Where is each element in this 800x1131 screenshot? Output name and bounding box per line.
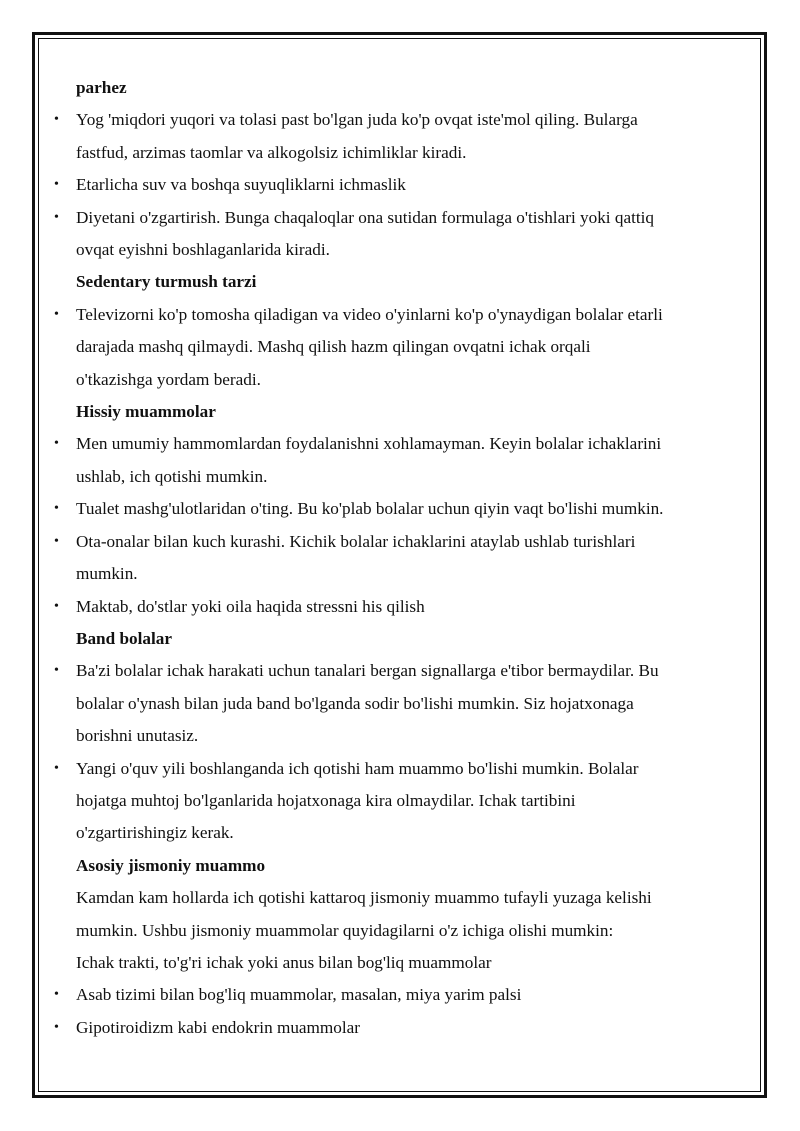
line-text: Tualet mashg'ulotlaridan o'ting. Bu ko'plab bolalar uchun qiyin vaqt bo'lishi mumkin. xyxy=(76,499,664,519)
line-text: o'tkazishga yordam beradi. xyxy=(76,369,261,389)
line-text: Sedentary turmush tarzi xyxy=(76,272,257,292)
bullet-item-line xyxy=(54,428,726,460)
bullet-icon: • xyxy=(54,533,59,549)
text-line xyxy=(76,720,726,752)
bullet-icon: • xyxy=(54,598,59,614)
bullet-item-line xyxy=(54,202,726,234)
section-heading xyxy=(76,396,726,428)
line-text: Etarlicha suv va boshqa suyuqliklarni ichmaslik xyxy=(76,175,406,195)
bullet-icon: • xyxy=(54,177,59,193)
line-text: fastfud, arzimas taomlar va alkogolsiz ichimliklar kiradi. xyxy=(76,142,467,162)
text-line xyxy=(76,137,726,169)
bullet-icon: • xyxy=(54,501,59,517)
line-text: bolalar o'ynash bilan juda band bo'lganda sodir bo'lishi mumkin. Siz hojatxonaga xyxy=(76,693,634,713)
line-text: Band bolalar xyxy=(76,628,172,648)
line-text: Televizorni ko'p tomosha qiladigan va video o'yinlarni ko'p o'ynaydigan bolalar etarli xyxy=(76,304,663,324)
section-heading xyxy=(76,72,726,104)
text-line xyxy=(76,331,726,363)
text-line xyxy=(76,558,726,590)
text-line xyxy=(76,817,726,849)
bullet-item-line xyxy=(54,979,726,1011)
line-text: mumkin. Ushbu jismoniy muammolar quyidagilarni o'z ichiga olishi mumkin: xyxy=(76,920,614,940)
line-text: o'zgartirishingiz kerak. xyxy=(76,823,234,843)
bullet-item-line xyxy=(54,655,726,687)
section-heading xyxy=(76,850,726,882)
line-text: ushlab, ich qotishi mumkin. xyxy=(76,466,268,486)
line-text: borishni unutasiz. xyxy=(76,726,199,746)
bullet-item-line xyxy=(54,526,726,558)
line-text: Men umumiy hammomlardan foydalanishni xohlamayman. Keyin bolalar ichaklarini xyxy=(76,434,662,454)
line-text: Asab tizimi bilan bog'liq muammolar, masalan, miya yarim palsi xyxy=(76,985,522,1005)
bullet-item-line xyxy=(54,1012,726,1044)
line-text: Asosiy jismoniy muammo xyxy=(76,855,266,875)
bullet-icon: • xyxy=(54,306,59,322)
text-line xyxy=(76,364,726,396)
text-line xyxy=(76,915,726,947)
line-text: parhez xyxy=(76,78,127,97)
line-text: Ichak trakti, to'g'ri ichak yoki anus bilan bog'liq muammolar xyxy=(76,952,492,972)
text-line xyxy=(76,947,726,979)
line-text: hojatga muhtoj bo'lganlarida hojatxonaga kira olmaydilar. Ichak tartibini xyxy=(76,790,576,810)
bullet-icon: • xyxy=(54,436,59,452)
line-text: darajada mashq qilmaydi. Mashq qilish hazm qilingan ovqatni ichak orqali xyxy=(76,337,591,357)
section-heading xyxy=(76,623,726,655)
bullet-item-line xyxy=(54,299,726,331)
bullet-icon: • xyxy=(54,760,59,776)
bullet-icon: • xyxy=(54,112,59,128)
bullet-icon: • xyxy=(54,209,59,225)
bullet-item-line xyxy=(54,493,726,525)
text-line xyxy=(76,882,726,914)
text-line xyxy=(76,234,726,266)
line-text: Kamdan kam hollarda ich qotishi kattaroq jismoniy muammo tufayli yuzaga kelishi xyxy=(76,888,652,908)
line-text: Gipotiroidizm kabi endokrin muammolar xyxy=(76,1017,361,1037)
bullet-icon: • xyxy=(54,987,59,1003)
line-text: Maktab, do'stlar yoki oila haqida stressni his qilish xyxy=(76,596,425,616)
document-body xyxy=(54,72,726,1044)
bullet-item-line xyxy=(54,169,726,201)
bullet-item-line xyxy=(54,104,726,136)
line-text: Yog 'miqdori yuqori va tolasi past bo'lgan juda ko'p ovqat iste'mol qiling. Bularga xyxy=(76,110,638,130)
bullet-icon: • xyxy=(54,663,59,679)
line-text: Diyetani o'zgartirish. Bunga chaqaloqlar ona sutidan formulaga o'tishlari yoki qattiq xyxy=(76,207,655,227)
line-text: Ota-onalar bilan kuch kurashi. Kichik bolalar ichaklarini ataylab ushlab turishlari xyxy=(76,531,636,551)
text-line xyxy=(76,785,726,817)
bullet-icon: • xyxy=(54,1019,59,1035)
bullet-item-line xyxy=(54,591,726,623)
line-text: Ba'zi bolalar ichak harakati uchun tanalari bergan signallarga e'tibor bermaydilar. Bu xyxy=(76,661,659,681)
line-text: mumkin. xyxy=(76,564,138,584)
line-text: Hissiy muammolar xyxy=(76,402,216,422)
line-text: Yangi o'quv yili boshlanganda ich qotishi ham muammo bo'lishi mumkin. Bolalar xyxy=(76,758,639,778)
bullet-item-line xyxy=(54,753,726,785)
line-text: ovqat eyishni boshlaganlarida kiradi. xyxy=(76,240,330,260)
text-line xyxy=(76,688,726,720)
section-heading xyxy=(76,266,726,298)
text-line xyxy=(76,461,726,493)
